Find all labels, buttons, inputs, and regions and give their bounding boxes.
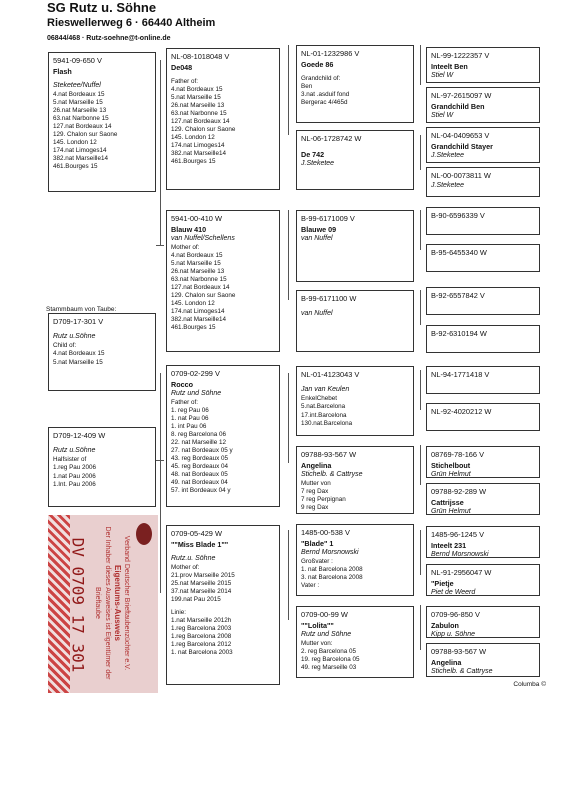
pigeon-g4-card: 1485-96-1245 V Inteelt 231 Bernd Morsnowski [426, 526, 540, 558]
pedigree-caption: Stammbaum von Taube: [46, 306, 117, 313]
pigeon-g4-card: NL-97-2615097 W Grandchild Ben Stiel W [426, 87, 540, 123]
breeder-address: Rieswellerweg 6 · 66440 Altheim [47, 17, 216, 29]
pigeon-sire-card: 5941-09-650 V Flash Steketee/Nuffel 4.nat Bordeaux 15 5.nat Marseille 15 26.nat Marseille 13 63.nat Narbonne 15 127.nat Bordeaux 14 129. Chalon sur Saone 145. London 12 174.nat Limoges14 382.nat Marseille14 461.Bourges 15 [48, 52, 156, 192]
stamp-ring-number: DV 0709 17 301 [68, 537, 88, 673]
pigeon-g4-card: NL-04-0409653 V Grandchild Stayer J.Steketee [426, 127, 540, 163]
pigeon-ddd-card: 0709-00-99 W ""Lolita"" Rutz und Söhne Mutter von: 2. reg Barcelona 05 19. reg Barcelona 05 49. reg Marseille 03 [296, 606, 414, 678]
ownership-certificate-stamp [48, 515, 158, 693]
pigeon-g4-card: B-92-6557842 V [426, 287, 540, 315]
pigeon-g4-card: NL-94-1771418 V [426, 366, 540, 394]
pigeon-g4-card: NL-92-4020212 W [426, 403, 540, 431]
breeder-contact: 06844/468 · Rutz-soehne@t-online.de [47, 35, 171, 42]
pigeon-dam-sire-card: 0709-02-299 V Rocco Rutz und Söhne Father of: 1. reg Pau 06 1. nat Pau 06 1. int Pau 06 8. reg Barcelona 06 22. nat Marseille 12 27. nat Bordeaux 05 y 43. reg Bordeaux 05 45. reg Bordeaux 04 48. nat Bordeaux 05 49. nat Bordeaux 04 57. int Bordeaux 04 y [166, 365, 280, 507]
pigeon-dsd-card: 09788-93-567 W Angelina Stichelb. & Cattryse Mutter von 7 reg Dax 7 reg Perpignan 9 reg Dax [296, 446, 414, 514]
pigeon-dam-dam-card: 0709-05-429 W ""Miss Blade 1"" Rutz.u. Söhne Mother of: 21.prov Marseille 2015 25.nat Marseille 2015 37.nat Marseille 2014 199.nat Pau 2015 Linie: 1.nat Marseille 2012h 1.reg Barcelona 2003 1.reg Barcelona 2008 1.reg Barcelona 2012 1. nat Barcelona 2003 [166, 525, 280, 685]
pigeon-dds-card: 1485-00-538 V "Blade" 1 Bernd Morsnowski Großvater : 1. nat Barcelona 2008 3. nat Barcelona 2008 Vater : [296, 524, 414, 596]
pigeon-sss-card: NL-01-1232986 V Goede 86 Grandchild of: Ben 3.nat .asduif fond Bergerac 4/465d [296, 45, 414, 123]
pigeon-g4-card: NL-91-2956047 W "Pietje Piet de Weerd [426, 564, 540, 596]
pigeon-sibling-card: D709-12-409 W Rutz u.Söhne Halfsister of 1.reg Pau 2006 1.nat Pau 2006 1.Int. Pau 2006 [48, 427, 156, 507]
pigeon-sds-card: B-99-6171009 V Blauwe 09 van Nuffel [296, 210, 414, 282]
pigeon-g4-card: 08769-78-166 V Stichelbout Grün Helmut [426, 446, 540, 478]
ring-number: D709-17-301 V [53, 317, 104, 326]
pigeon-ss-card: NL-08-1018048 V De048 Father of: 4.nat Bordeaux 15 5.nat Marseille 15 26.nat Marseille 13 63.nat Narbonne 15 127.nat Bordeaux 14 129. Chalon sur Saone 145. London 12 174.nat Limoges14 382.nat Marseille14 461.Bourges 15 [166, 48, 280, 190]
stamp-pattern [48, 515, 70, 693]
pigeon-g4-card: B-92-6310194 W [426, 325, 540, 353]
pigeon-sdd-card: B-99-6171100 W van Nuffel [296, 290, 414, 352]
owner-label: Rutz u.Söhne [53, 333, 96, 341]
pigeon-g4-card: NL-00-0073811 W J.Steketee [426, 167, 540, 197]
pigeon-g4-card: 09788-92-289 W Cattrijsse Grün Helmut [426, 483, 540, 515]
pigeon-ssd-card: NL-06-1728742 W De 742 J.Steketee [296, 130, 414, 190]
breeder-name: SG Rutz u. Söhne [47, 0, 157, 15]
pigeon-g4-card: 09788-93-567 W Angelina Stichelb. & Cattryse [426, 643, 540, 677]
pigeon-dss-card: NL-01-4123043 V Jan van Keulen EnkelChebet 5.nat.Barcelona 17.int.Barcelona 130.nat.Barcelona [296, 366, 414, 436]
pigeon-g4-card: NL-99-1222357 V Inteelt Ben Stiel W [426, 47, 540, 83]
pigeon-logo-icon [136, 523, 152, 545]
pigeon-g4-card: 0709-96-850 V Zabulon Kipp u. Söhne [426, 606, 540, 638]
footer-credit: Columba © [513, 681, 546, 688]
stamp-text: Verband Deutscher Brieftaubenzüchter e.V. Eigentums-Ausweis Der Inhaber dieses Ausweises ist Eigentümer der Brieftaube [94, 526, 130, 680]
pigeon-subject-card: D709-17-301 V Rutz u.Söhne Child of: 4.nat Bordeaux 15 5.nat Marseille 15 [48, 313, 156, 391]
pigeon-g4-card: B-90-6596339 V [426, 207, 540, 235]
pigeon-g4-card: B-95-6455340 W [426, 244, 540, 272]
pigeon-sd-card: 5941-00-410 W Blauw 410 van Nuffel/Schellens Mother of: 4.nat Bordeaux 15 5.nat Marseille 15 26.nat Marseille 13 63.nat Narbonne 15 127.nat Bordeaux 14 129. Chalon sur Saone 145. London 12 174.nat Limoges14 382.nat Marseille14 461.Bourges 15 [166, 210, 280, 352]
